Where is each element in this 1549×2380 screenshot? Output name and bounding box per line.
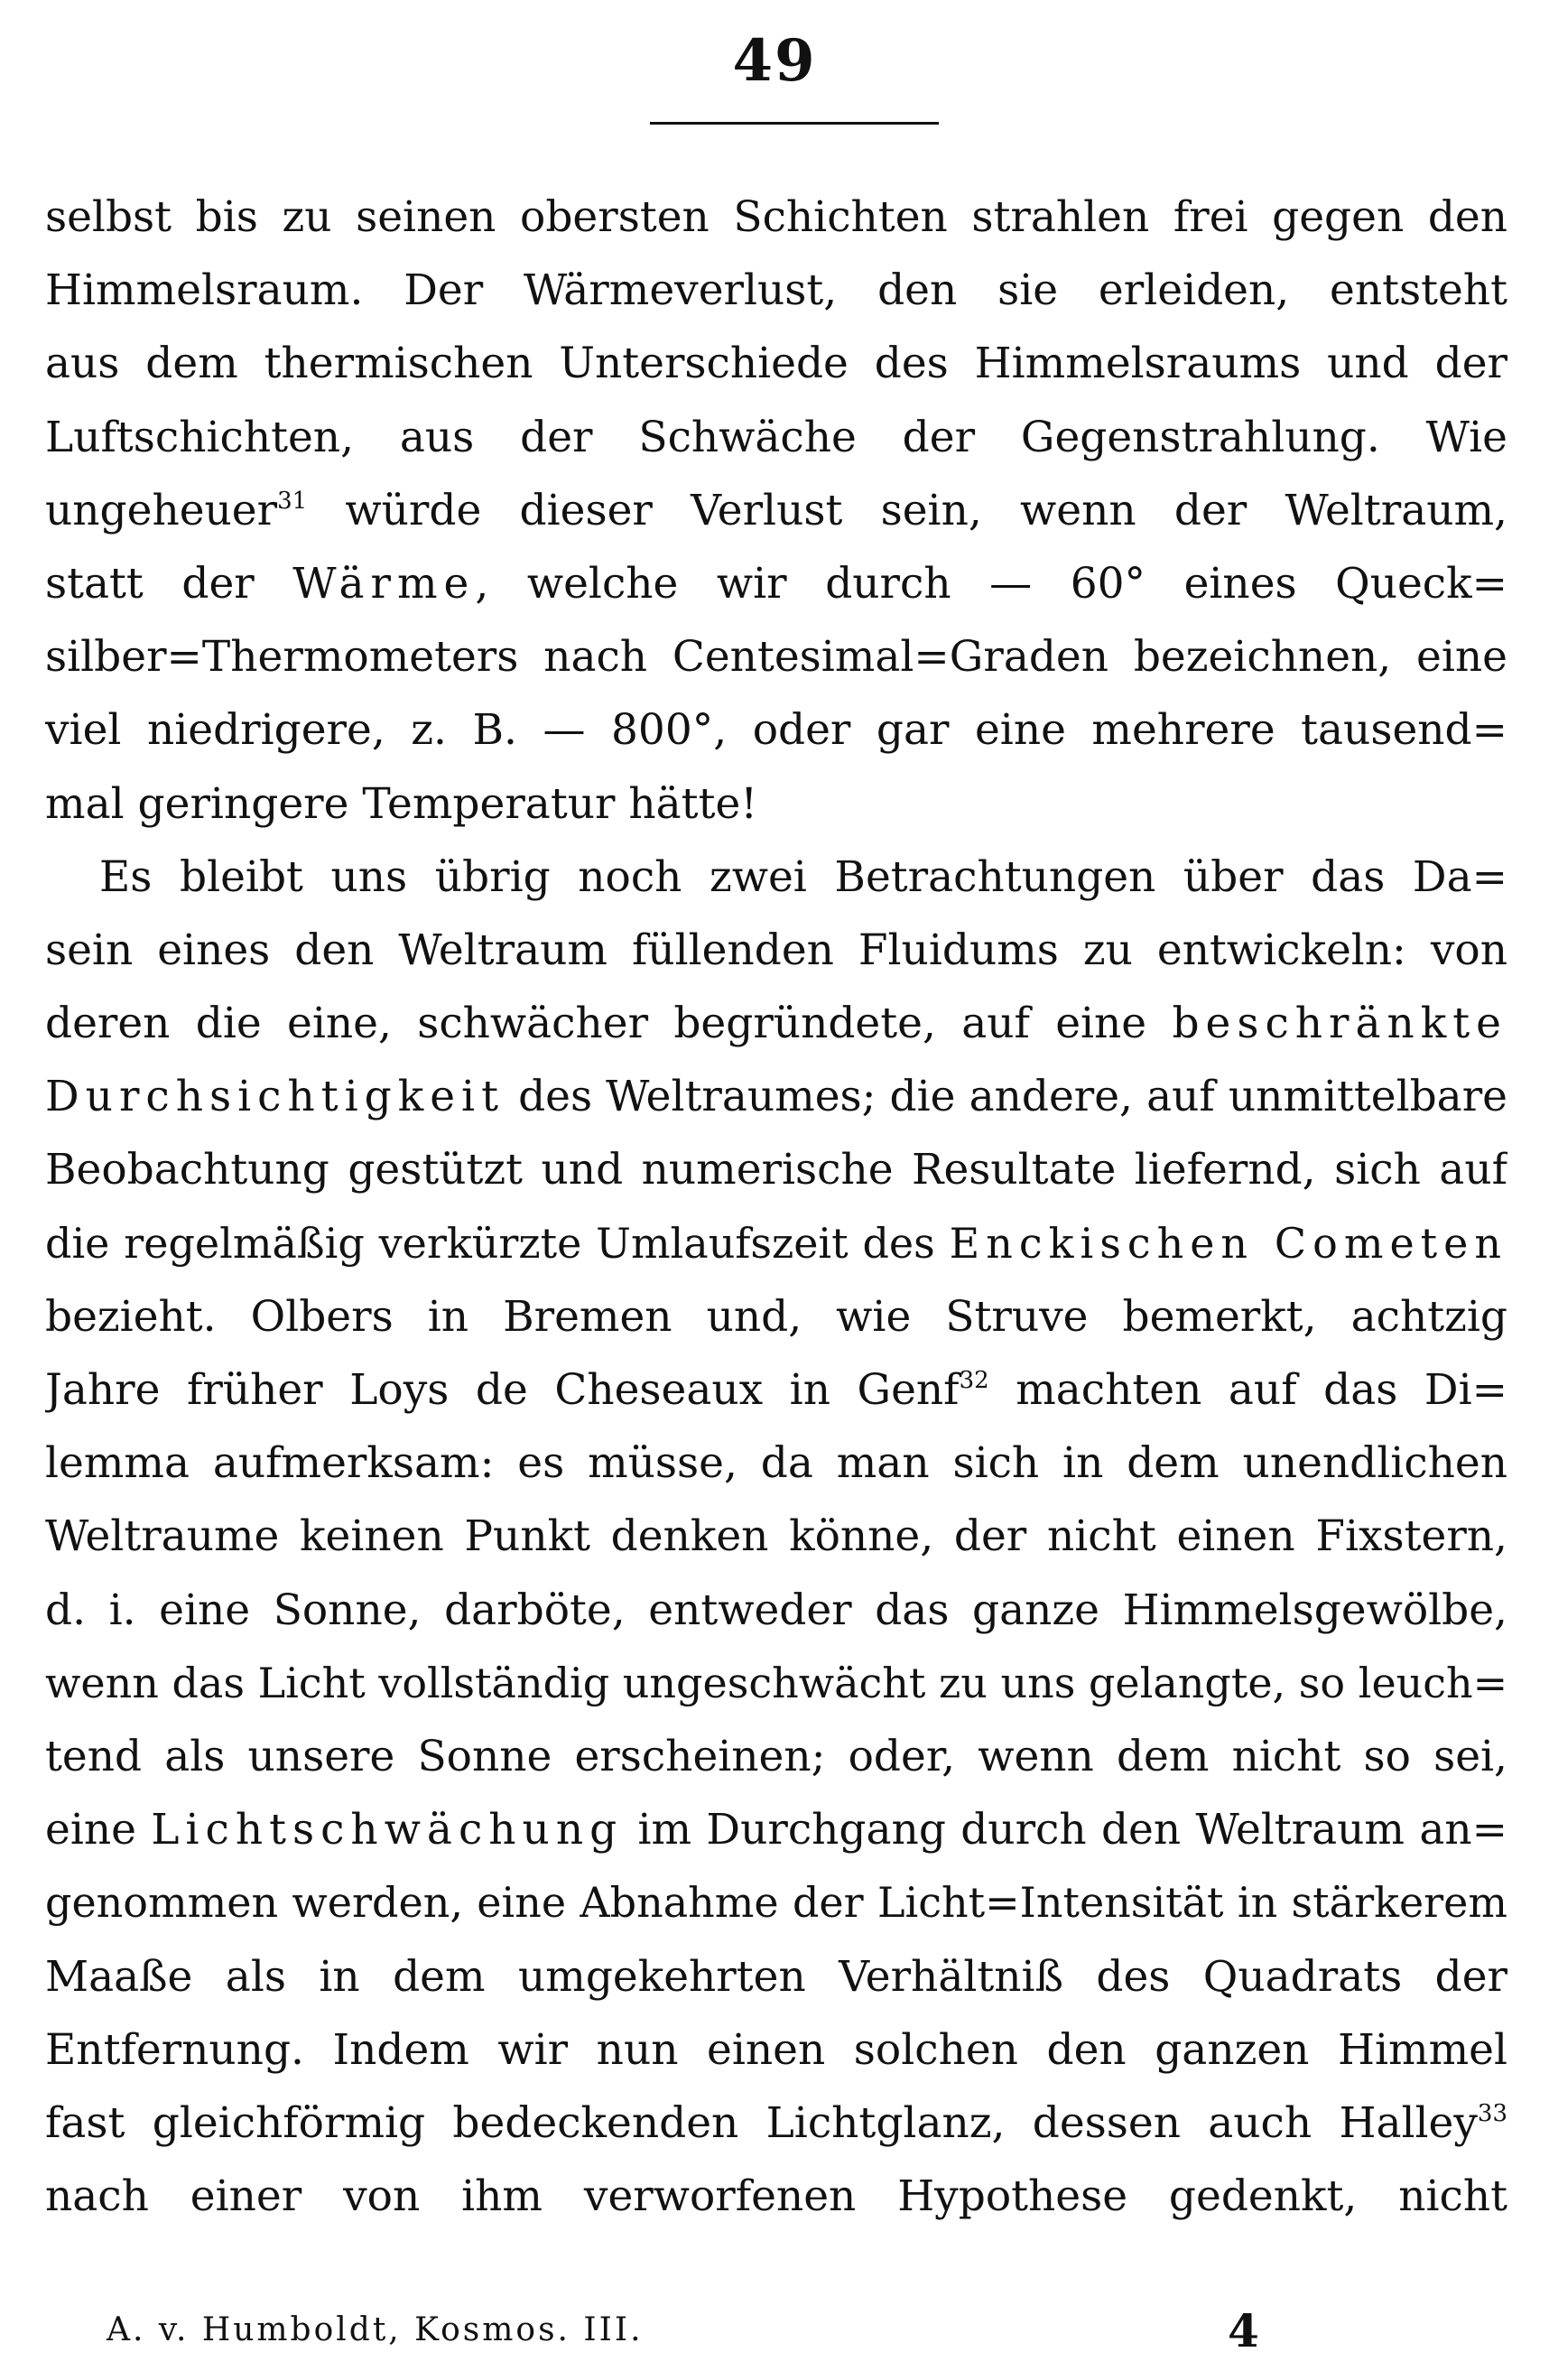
text-line	[45, 1353, 1507, 1427]
text-run: Weltraume keinen Punkt denken könne, der nicht einen Fixstern,	[45, 1511, 1507, 1562]
text-line	[45, 1720, 1507, 1793]
text-line	[45, 1500, 1507, 1573]
text-run: selbst bis zu seinen obersten Schichten strahlen frei gegen den	[45, 192, 1507, 242]
text-run: ungeheuer	[45, 485, 278, 535]
text-run: deren die eine, schwächer begründete, auf eine	[45, 999, 1173, 1049]
footnote-marker: 32	[959, 1367, 989, 1394]
emphasized-text: beschränkte	[1172, 999, 1507, 1049]
text-run: lemma aufmerksam: es müsse, da man sich in dem unendlichen	[45, 1438, 1507, 1489]
text-run: fast gleichförmig bedeckenden Lichtglanz, dessen auch Halley	[45, 2097, 1478, 2148]
text-run: Entfernung. Indem wir nun einen solchen den ganzen Himmel	[45, 2024, 1507, 2075]
text-line	[45, 1427, 1507, 1500]
text-line	[45, 914, 1507, 987]
text-line	[45, 2160, 1507, 2233]
emphasized-text: Durchsichtigkeit	[45, 1072, 505, 1122]
text-run: wenn das Licht vollständig ungeschwächt zu uns gelangte, so leuch=	[45, 1658, 1507, 1707]
text-run: silber=Thermometers nach Centesimal=Graden bezeichnen, eine	[45, 632, 1507, 683]
text-run: tend als unsere Sonne erscheinen; oder, wenn dem nicht so sei,	[45, 1731, 1507, 1781]
text-line	[45, 1280, 1507, 1353]
text-run: viel niedrigere, z. B. — 800°, oder gar eine mehrere tausend=	[45, 705, 1507, 756]
text-line	[45, 987, 1507, 1060]
text-line	[45, 1940, 1507, 2013]
text-run: bezieht. Olbers in Bremen und, wie Struve bemerkt, achtzig	[45, 1291, 1507, 1342]
text-line	[45, 1060, 1507, 1133]
text-line	[45, 693, 1507, 767]
text-line	[45, 1207, 1507, 1280]
text-run: sein eines den Weltraum füllenden Fluidums zu entwickeln: von	[45, 925, 1507, 975]
text-line	[45, 620, 1507, 693]
text-line	[45, 1793, 1507, 1866]
header-rule	[650, 122, 939, 125]
footnote-marker: 31	[277, 487, 308, 515]
text-run: aus dem thermischen Unterschiede des Himmelsraums und der	[45, 339, 1507, 389]
text-run: machten auf das Di=	[988, 1365, 1507, 1415]
emphasized-text: Lichtschwächung	[151, 1805, 624, 1855]
text-line	[45, 1647, 1507, 1720]
text-line	[45, 1866, 1507, 1939]
text-line	[45, 1574, 1507, 1647]
text-line	[45, 547, 1507, 620]
text-run: genommen werden, eine Abnahme der Licht=Intensität in stärkerem	[45, 1878, 1507, 1928]
text-run: Himmelsraum. Der Wärmeverlust, den sie erleiden, entsteht	[45, 265, 1507, 316]
footer-sheet-number: 4	[1228, 2304, 1259, 2357]
text-line	[45, 2013, 1507, 2087]
text-run: Maaße als in dem umgekehrten Verhältniß des Quadrats der	[45, 1951, 1507, 2002]
text-run: d. i. eine Sonne, darböte, entweder das ganze Himmelsgewölbe,	[45, 1585, 1507, 1635]
text-line	[45, 327, 1507, 400]
text-run: statt der	[45, 558, 293, 609]
text-line	[45, 767, 1507, 841]
text-line	[45, 1133, 1507, 1206]
text-run: mal geringere Temperatur hätte!	[45, 778, 758, 829]
text-run: Jahre früher Loys de Cheseaux in Genf	[45, 1365, 960, 1415]
text-run: Beobachtung gestützt und numerische Resultate liefernd, sich auf	[45, 1145, 1507, 1195]
text-line	[45, 254, 1507, 327]
text-run: Luftschichten, aus der Schwäche der Gegenstrahlung. Wie	[45, 412, 1507, 462]
text-run: eine	[45, 1805, 152, 1855]
text-line	[45, 2087, 1507, 2160]
text-line	[45, 841, 1507, 914]
text-run: des Weltraumes; die andere, auf unmittelbare	[504, 1072, 1507, 1122]
text-run: Es bleibt uns übrig noch zwei Betrachtungen über das Da=	[99, 851, 1507, 902]
text-run: , welche wir durch — 60° eines Queck=	[475, 558, 1507, 609]
text-run: würde dieser Verlust sein, wenn der Weltraum,	[307, 485, 1507, 535]
footnote-marker: 33	[1477, 2099, 1507, 2127]
text-line	[45, 181, 1507, 254]
body-text	[45, 181, 1507, 2233]
text-run: nach einer von ihm verworfenen Hypothese gedenkt, nicht	[45, 2171, 1507, 2222]
emphasized-text: Wärme	[292, 558, 476, 609]
page-footer	[45, 2304, 1507, 2366]
emphasized-text: Enckischen Cometen	[949, 1218, 1507, 1268]
text-run: die regelmäßig verkürzte Umlaufszeit des	[45, 1218, 950, 1268]
text-line	[45, 401, 1507, 474]
text-run: im Durchgang durch den Weltraum an=	[623, 1805, 1507, 1855]
page-number: 49	[732, 27, 817, 95]
text-line	[45, 474, 1507, 547]
footer-signature: A. v. Humboldt, Kosmos. III.	[107, 2311, 644, 2348]
